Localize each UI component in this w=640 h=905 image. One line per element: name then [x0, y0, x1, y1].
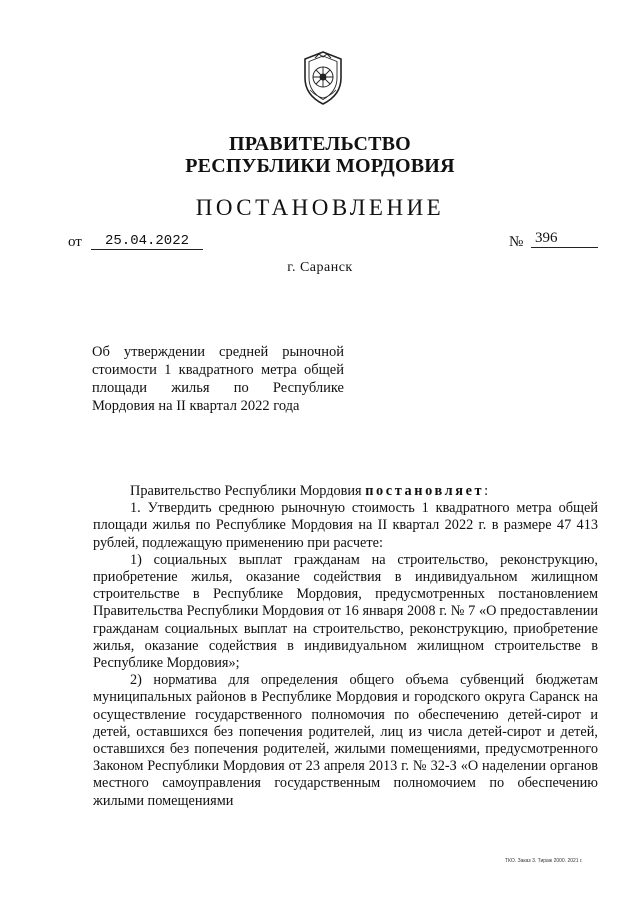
date-number-row: [68, 230, 598, 254]
document-body: [93, 483, 598, 810]
intro-end: :: [484, 483, 489, 499]
document-subject: Об утверждении средней рыночной стоимости 1 квадратного метра общей площади жилья по Республике Мордовия на II квартал 2022 года: [92, 344, 344, 414]
print-footer: ТКО. Заказ 3. Тираж 2000. 2021 г.: [505, 858, 583, 864]
coat-of-arms-icon: [300, 50, 346, 106]
paragraph-1: 1. Утвердить среднюю рыночную стоимость 1 квадратного метра общей площади жилья по Республике Мордовия на II квартал 2022 г. в размере 47 413 рублей, подлежащую применению при расчете:: [93, 500, 598, 551]
date-prefix: от: [68, 234, 82, 250]
document-number: 396: [531, 230, 598, 248]
number-prefix: №: [509, 234, 524, 250]
government-title-line1: ПРАВИТЕЛЬСТВО: [229, 133, 411, 155]
document-type-title: ПОСТАНОВЛЕНИЕ: [195, 195, 445, 220]
intro-paragraph: [93, 483, 598, 500]
government-title-line2: РЕСПУБЛИКИ МОРДОВИЯ: [185, 155, 455, 177]
paragraph-1-1: 1) социальных выплат гражданам на строительство, реконструкцию, приобретение жилья, оказание содействия в индивидуальном жилищном строительстве в Республике Мордовия, предусмотренных постановлением Правительства Республики Мордовия от 16 января 2008 г. № 7 «О предоставлении гражданам социальных выплат на строительство, реконструкцию, приобретение жилья, оказание содействия в индивидуальном жилищном строительстве в Республике Мордовия»;: [93, 551, 598, 672]
intro-start: Правительство Республики Мордовия: [130, 483, 362, 499]
decree-word: постановляет: [365, 483, 485, 499]
city-label: г. Саранск: [287, 260, 353, 275]
paragraph-1-2: 2) норматива для определения общего объема субвенций бюджетам муниципальных районов в Республике Мордовия и городского округа Саранск на осуществление государственного полномочия по обеспечению детей-сирот и детей, оставшихся без попечения родителей, лиц из числа детей-сирот и детей, оставшихся без попечения родителей, жилыми помещениями, предусмотренного Законом Республики Мордовия от 23 апреля 2013 г. № 32-З «О наделении органов местного самоуправления государственным полномочием по обеспечению жилыми помещениями: [93, 672, 598, 809]
document-date: 25.04.2022: [91, 233, 203, 250]
